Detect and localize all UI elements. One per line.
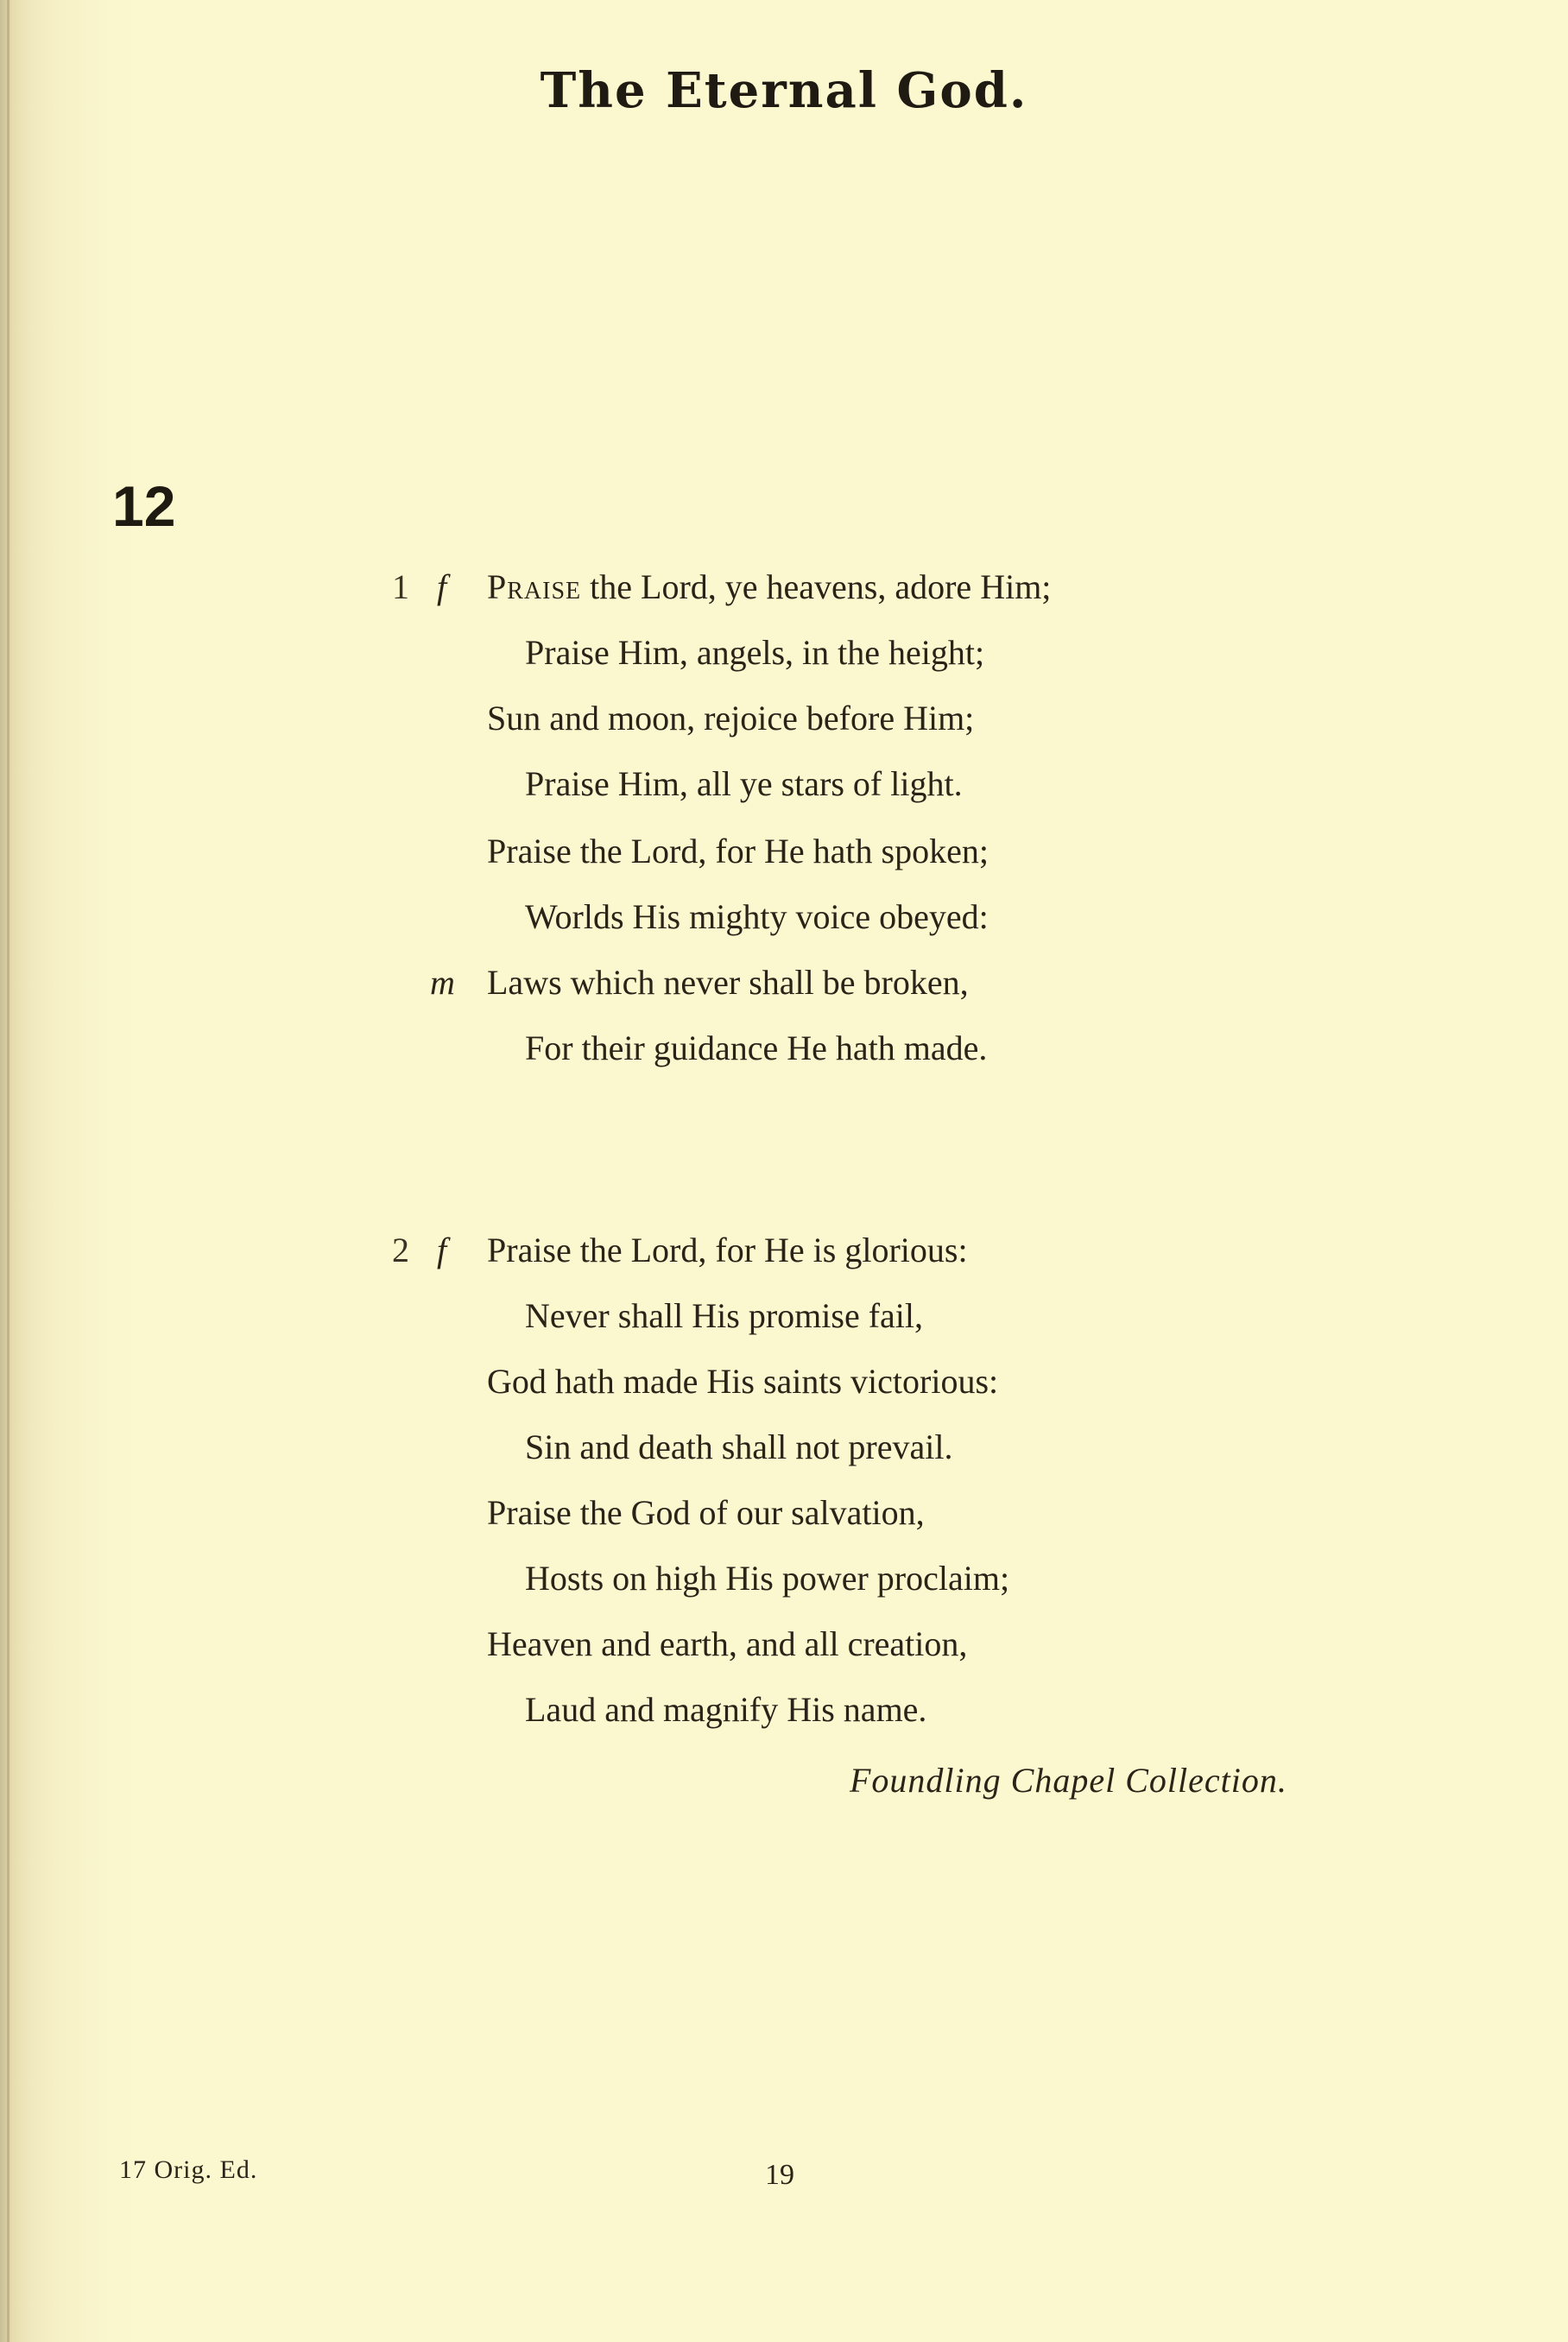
verse-line: Praise Him, angels, in the height; [525, 633, 985, 672]
verse-line: Sun and moon, rejoice before Him; [487, 699, 975, 737]
page-number: 19 [765, 2159, 794, 2191]
verse-number: 1 [392, 567, 409, 606]
verse-line: Never shall His promise fail, [525, 1296, 923, 1335]
verse-line: Laud and magnify His name. [525, 1690, 927, 1729]
verse-line: Worlds His mighty voice obeyed: [525, 897, 989, 936]
verse-line: God hath made His saints victorious: [487, 1362, 999, 1401]
verse-line: Praise the Lord, for He is glorious: [487, 1231, 968, 1269]
verse-line: Heaven and earth, and all creation, [487, 1624, 968, 1663]
dynamic-marking: m [430, 963, 455, 1002]
verse-line: Laws which never shall be broken, [487, 963, 969, 1002]
verse-number: 2 [392, 1231, 409, 1269]
binding-gutter [7, 0, 9, 2342]
verse-line: Praise Him, all ye stars of light. [525, 764, 963, 803]
edition-note: 17 Orig. Ed. [119, 2155, 258, 2184]
dynamic-marking: f [437, 1231, 447, 1269]
verse-line: Praise the God of our salvation, [487, 1493, 925, 1532]
verse-line [487, 567, 1051, 608]
page-title: The Eternal God. [540, 62, 1028, 119]
hymn-number: 12 [112, 474, 176, 538]
hymn-attribution: Foundling Chapel Collection. [850, 1761, 1287, 1800]
verse-line: Praise the Lord, for He hath spoken; [487, 832, 989, 870]
dynamic-marking: f [437, 567, 447, 606]
verse-line: Sin and death shall not prevail. [525, 1427, 953, 1466]
verse-line: Hosts on high His power proclaim; [525, 1559, 1010, 1598]
verse-line: For their guidance He hath made. [525, 1029, 988, 1067]
verse-line-text: the Lord, ye heavens, adore Him; [581, 567, 1052, 606]
verse-first-word: Praise [487, 567, 582, 606]
